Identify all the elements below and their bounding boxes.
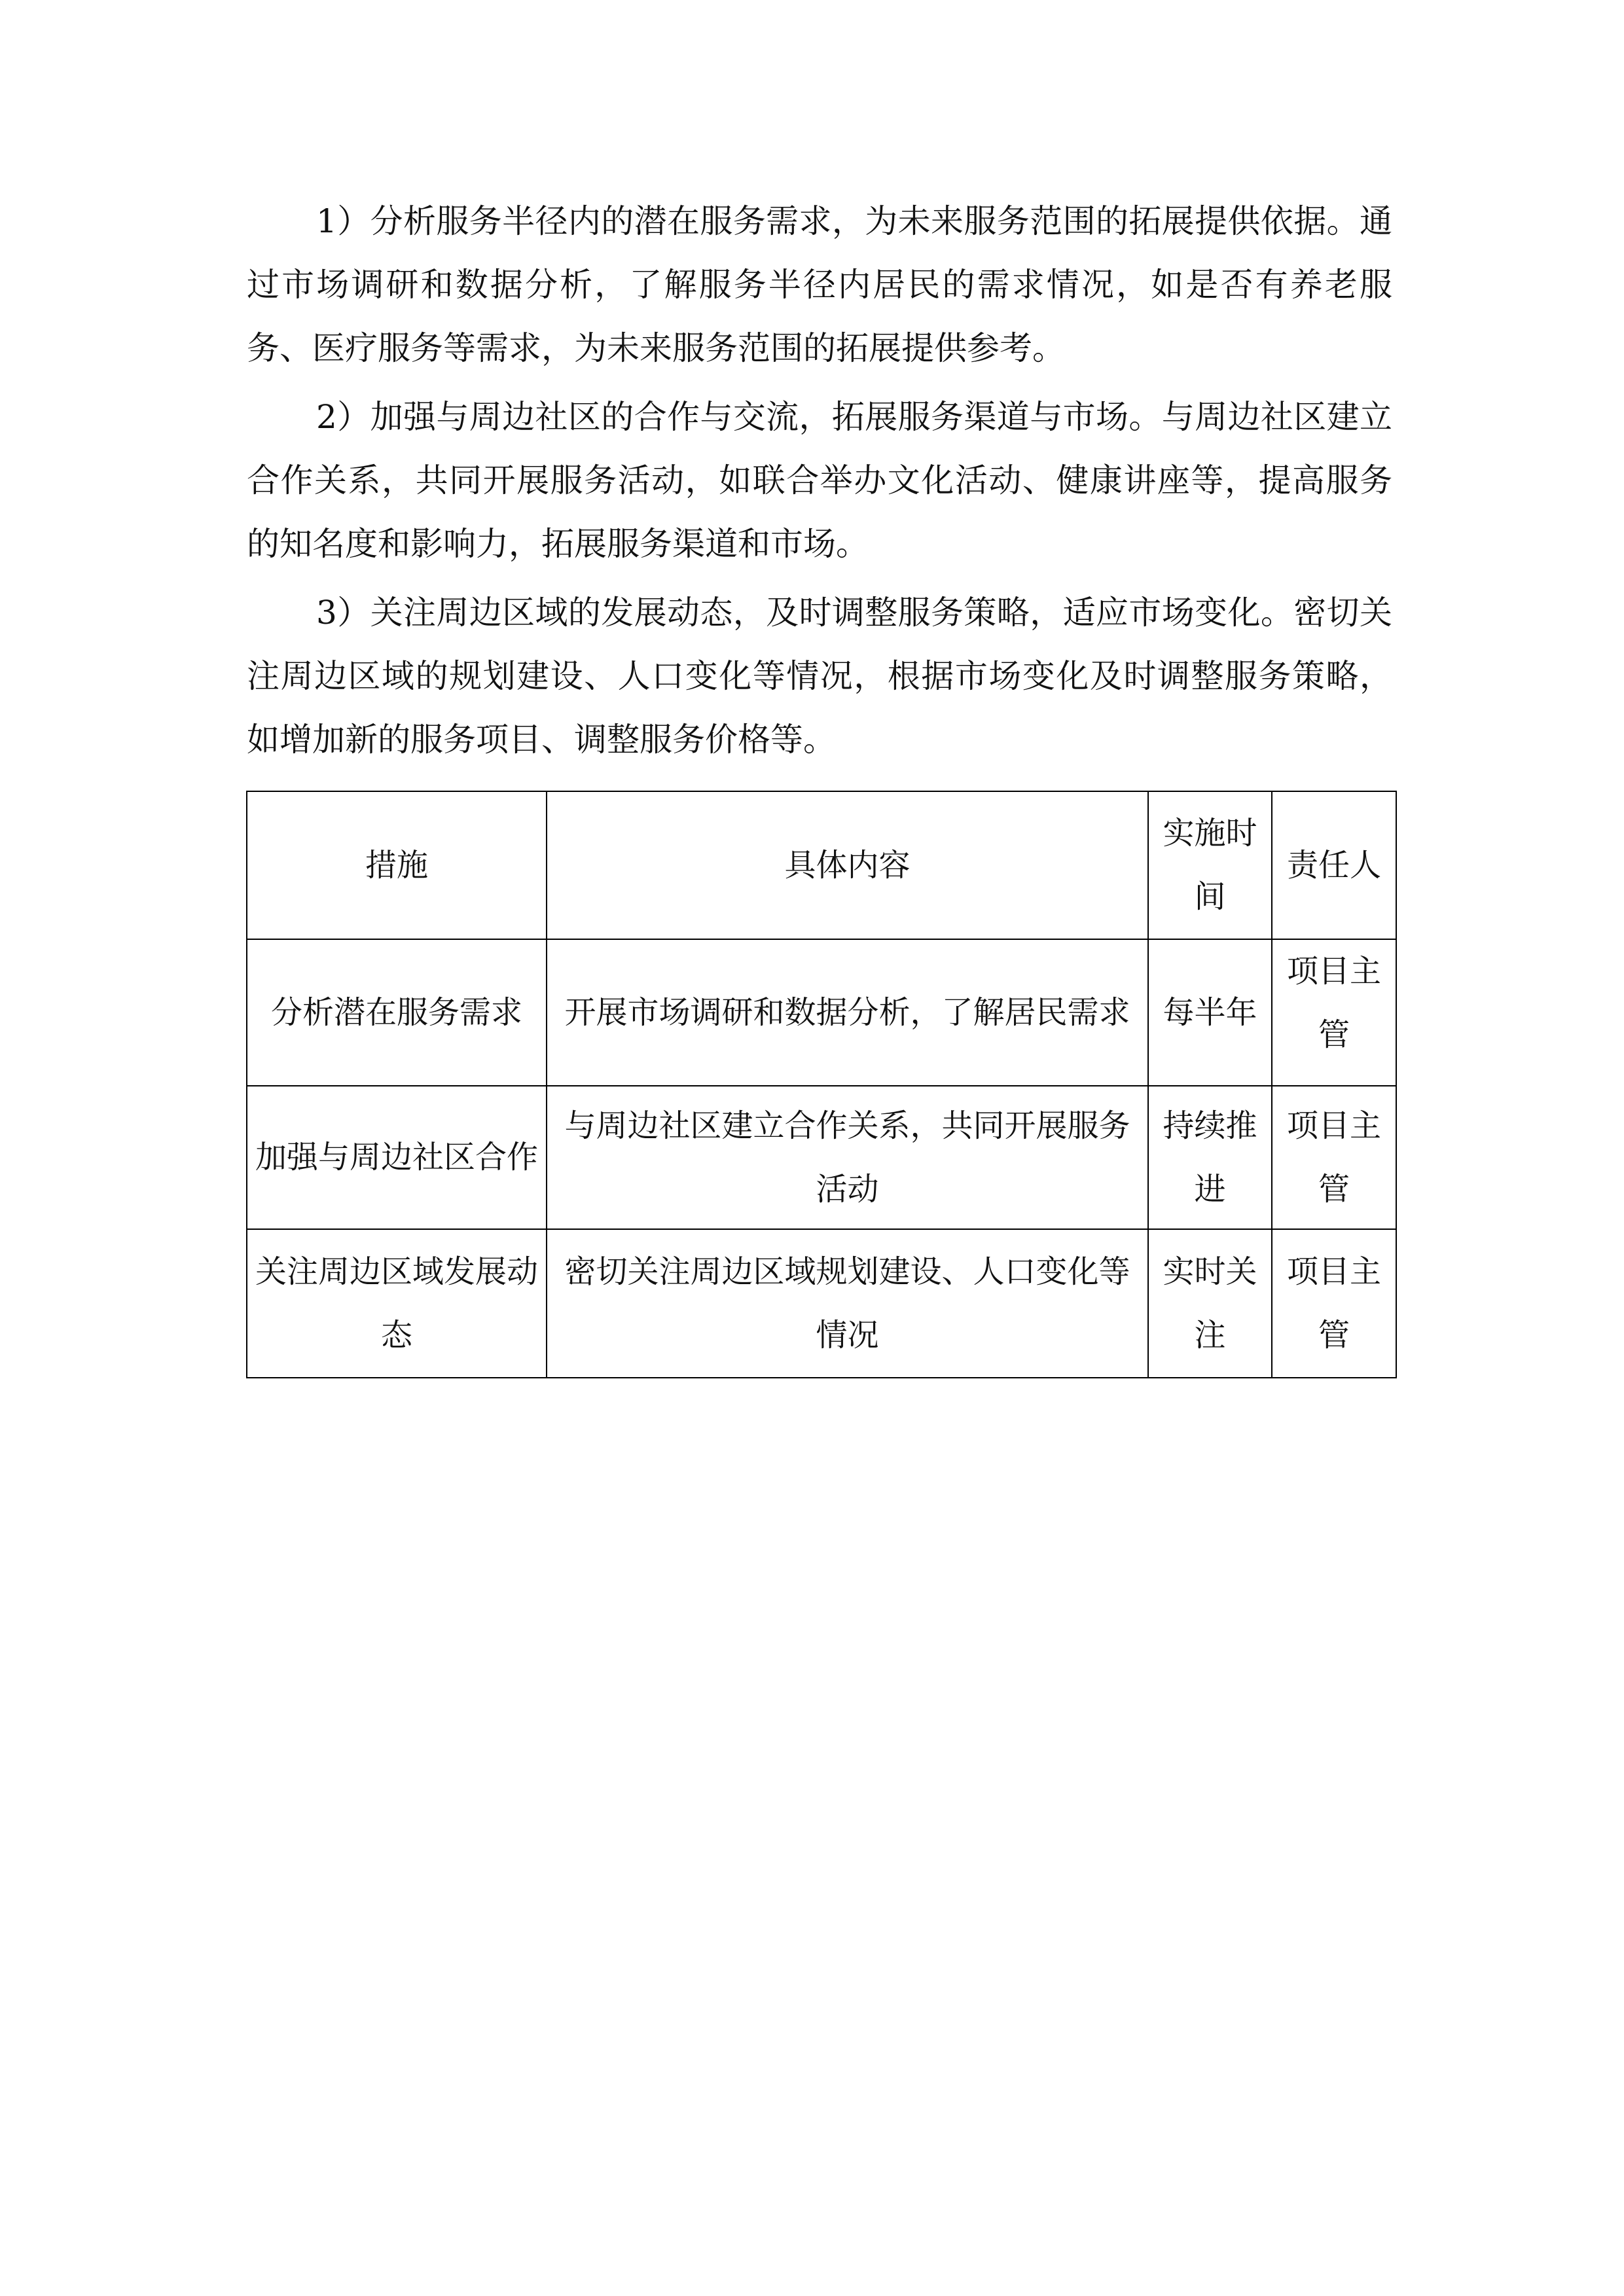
cell-text-line: 实时关 — [1163, 1253, 1257, 1290]
measures-table — [246, 791, 1397, 1378]
cell-text-line: 分析潜在服务需求 — [270, 994, 522, 1031]
cell-owner — [1272, 1086, 1396, 1229]
cell-text-line: 进 — [1194, 1170, 1226, 1208]
cell-text-line: 每半年 — [1163, 994, 1257, 1031]
cell-text-line: 项目主 — [1286, 1253, 1381, 1290]
cell-text-line: 管 — [1318, 1170, 1350, 1208]
table-header-row — [247, 791, 1396, 939]
cell-measure — [247, 1229, 547, 1378]
cell-text-line: 具体内容 — [784, 846, 911, 884]
text-line: 过市场调研和数据分析，了解服务半径内居民的需求情况，如是否有养老服 — [247, 266, 1392, 304]
cell-text-line: 活动 — [816, 1170, 879, 1208]
cell-text-line: 态 — [380, 1316, 412, 1354]
header-cell-timing — [1148, 791, 1272, 939]
paragraph-1 — [247, 190, 1392, 380]
text-line: 务、医疗服务等需求，为未来服务范围的拓展提供参考。 — [247, 329, 1065, 367]
body-text — [247, 190, 1392, 777]
cell-content — [547, 1229, 1148, 1378]
cell-text-line: 注 — [1194, 1316, 1226, 1354]
paragraph-2 — [247, 386, 1392, 576]
cell-owner — [1272, 1229, 1396, 1378]
paragraph-3 — [247, 581, 1392, 772]
cell-text-line: 情况 — [816, 1316, 879, 1354]
header-cell-measure — [247, 791, 547, 939]
cell-text-line: 措施 — [365, 846, 428, 884]
cell-text-line: 项目主 — [1286, 1107, 1381, 1144]
cell-text-line: 实施时 — [1163, 815, 1257, 852]
cell-text-line: 持续推 — [1163, 1107, 1257, 1144]
text-line: 如增加新的服务项目、调整服务价格等。 — [247, 721, 836, 759]
cell-text-line: 关注周边区域发展动 — [255, 1253, 538, 1290]
text-line: 1）分析服务半径内的潜在服务需求，为未来服务范围的拓展提供依据。通 — [316, 202, 1392, 240]
header-cell-owner — [1272, 791, 1396, 939]
table-row — [247, 1229, 1396, 1378]
table-row — [247, 1086, 1396, 1229]
text-line: 合作关系，共同开展服务活动，如联合举办文化活动、健康讲座等，提高服务 — [247, 461, 1392, 499]
cell-text-line: 责任人 — [1286, 846, 1381, 884]
cell-text-line: 密切关注周边区域规划建设、人口变化等 — [564, 1253, 1130, 1290]
cell-measure — [247, 939, 547, 1086]
header-cell-content — [547, 791, 1148, 939]
cell-owner — [1272, 939, 1396, 1086]
cell-text-line: 开展市场调研和数据分析，了解居民需求 — [564, 994, 1130, 1031]
text-line: 注周边区域的规划建设、人口变化等情况，根据市场变化及时调整服务策略， — [247, 657, 1392, 695]
cell-text-line: 加强与周边社区合作 — [255, 1139, 538, 1175]
cell-measure — [247, 1086, 547, 1229]
text-line: 的知名度和影响力，拓展服务渠道和市场。 — [247, 525, 869, 563]
table-row — [247, 939, 1396, 1086]
cell-text-line: 管 — [1318, 1016, 1350, 1053]
text-line: 3）关注周边区域的发展动态，及时调整服务策略，适应市场变化。密切关 — [316, 594, 1392, 632]
cell-text-line: 管 — [1318, 1316, 1350, 1354]
cell-content — [547, 1086, 1148, 1229]
cell-content — [547, 939, 1148, 1086]
cell-text-line: 间 — [1194, 878, 1226, 915]
cell-timing — [1148, 1086, 1272, 1229]
cell-timing — [1148, 939, 1272, 1086]
cell-text-line: 与周边社区建立合作关系，共同开展服务 — [564, 1107, 1130, 1144]
cell-text-line: 项目主 — [1286, 953, 1381, 990]
text-line: 2）加强与周边社区的合作与交流，拓展服务渠道与市场。与周边社区建立 — [316, 398, 1392, 436]
cell-timing — [1148, 1229, 1272, 1378]
